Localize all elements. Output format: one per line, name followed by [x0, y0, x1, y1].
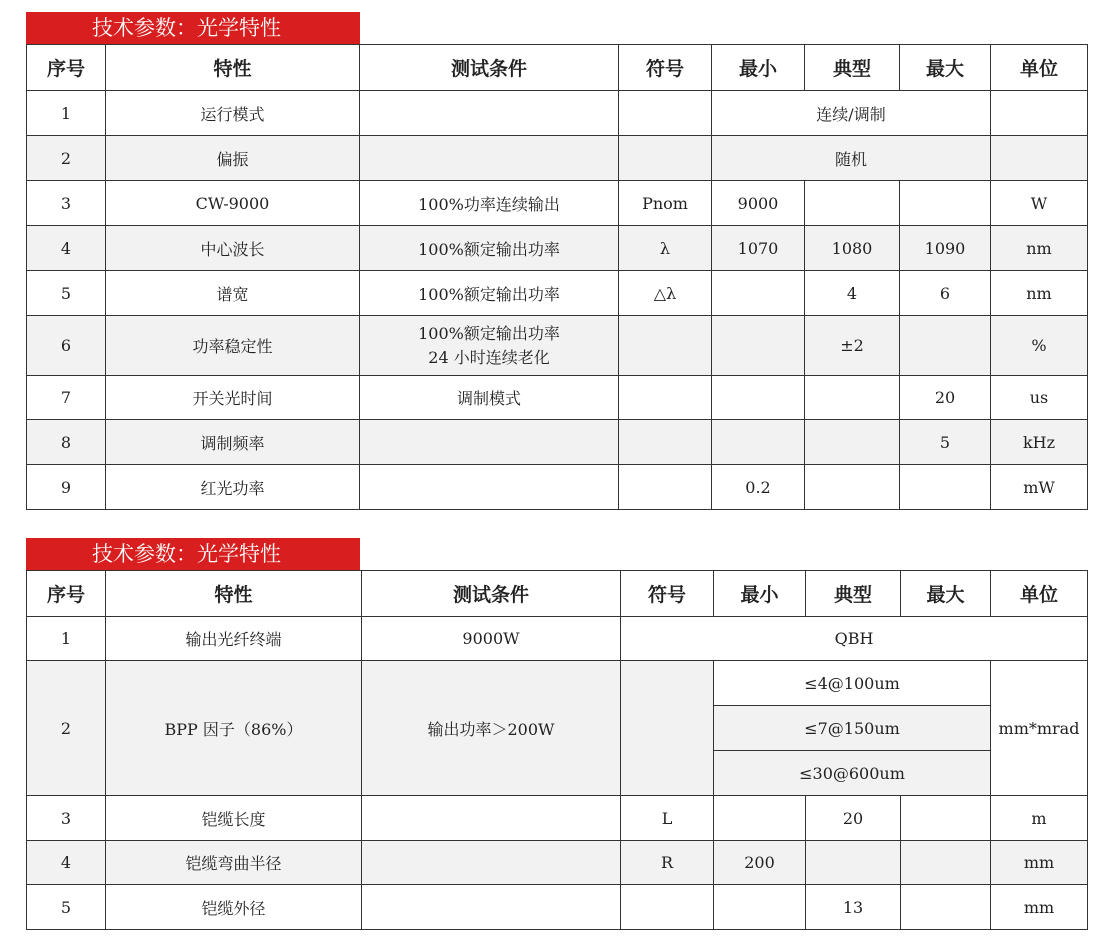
cell-typ: 13	[806, 885, 901, 930]
cell-unit: nm	[991, 226, 1088, 271]
header-symbol: 符号	[621, 571, 714, 617]
cell-unit: nm	[991, 271, 1088, 316]
table-header-row	[27, 571, 1088, 617]
cell-no: 8	[27, 420, 106, 465]
cell-no: 9	[27, 465, 106, 510]
header-typ: 典型	[805, 45, 900, 91]
cell-symbol: △λ	[619, 271, 712, 316]
cell-unit: %	[991, 316, 1088, 376]
condition-line-1: 100%额定输出功率	[418, 323, 560, 343]
cell-unit: mm	[991, 885, 1088, 930]
bpp-value-2: ≤7@150um	[714, 706, 991, 751]
cell-condition	[360, 136, 619, 181]
cell-symbol	[619, 136, 712, 181]
cell-typ	[805, 376, 900, 420]
header-condition: 测试条件	[360, 45, 619, 91]
cell-unit: mm*mrad	[991, 661, 1088, 796]
cell-condition	[362, 796, 621, 841]
cell-no: 4	[27, 226, 106, 271]
cell-max	[900, 181, 991, 226]
cell-condition: 输出功率＞200W	[362, 661, 621, 796]
table-row	[27, 226, 1088, 271]
cell-typ	[805, 465, 900, 510]
table-row	[27, 136, 1088, 181]
cell-unit: kHz	[991, 420, 1088, 465]
table-row	[27, 91, 1088, 136]
table-row	[27, 376, 1088, 420]
cell-min: 9000	[712, 181, 805, 226]
cell-max	[901, 885, 991, 930]
cell-symbol: Pnom	[619, 181, 712, 226]
bpp-value-1: ≤4@100um	[714, 661, 991, 706]
cell-unit: W	[991, 181, 1088, 226]
table-row	[27, 885, 1088, 930]
cell-name: 铠缆外径	[106, 885, 362, 930]
cell-unit	[991, 91, 1088, 136]
cell-symbol	[619, 316, 712, 376]
section-title: 技术参数：光学特性	[26, 538, 360, 570]
cell-typ	[806, 841, 901, 885]
cell-min	[712, 420, 805, 465]
table-row	[27, 661, 1088, 706]
header-typ: 典型	[806, 571, 901, 617]
table-row	[27, 316, 1088, 376]
table-row	[27, 841, 1088, 885]
header-max: 最大	[901, 571, 991, 617]
cell-typ: ±2	[805, 316, 900, 376]
cell-unit: mW	[991, 465, 1088, 510]
header-min: 最小	[714, 571, 806, 617]
header-no: 序号	[27, 45, 106, 91]
cell-name: 调制频率	[106, 420, 360, 465]
cell-symbol	[619, 420, 712, 465]
cell-min: 200	[714, 841, 806, 885]
cell-condition	[360, 91, 619, 136]
cell-symbol: L	[621, 796, 714, 841]
cell-no: 3	[27, 796, 106, 841]
cell-no: 1	[27, 91, 106, 136]
header-unit: 单位	[991, 45, 1088, 91]
cell-condition	[360, 420, 619, 465]
table-row	[27, 617, 1088, 661]
table-row	[27, 181, 1088, 226]
cell-condition	[360, 465, 619, 510]
cell-name: 偏振	[106, 136, 360, 181]
table-row	[27, 271, 1088, 316]
table-row	[27, 465, 1088, 510]
cell-unit	[991, 136, 1088, 181]
cell-typ	[805, 181, 900, 226]
cell-name: CW-9000	[106, 181, 360, 226]
cell-typ: 20	[806, 796, 901, 841]
cell-condition	[362, 885, 621, 930]
cell-name: 输出光纤终端	[106, 617, 362, 661]
cell-min	[712, 271, 805, 316]
cell-condition: 100%功率连续输出	[360, 181, 619, 226]
cell-no: 6	[27, 316, 106, 376]
bpp-value-3: ≤30@600um	[714, 751, 991, 796]
cell-span-value: 连续/调制	[712, 91, 991, 136]
cell-symbol	[619, 91, 712, 136]
cell-symbol	[619, 376, 712, 420]
cell-no: 2	[27, 661, 106, 796]
header-condition: 测试条件	[362, 571, 621, 617]
cell-no: 4	[27, 841, 106, 885]
cell-symbol	[621, 661, 714, 796]
cell-condition: 100%额定输出功率	[360, 271, 619, 316]
cell-max: 20	[900, 376, 991, 420]
cell-name: 中心波长	[106, 226, 360, 271]
table-header-row	[27, 45, 1088, 91]
optical-spec-table	[26, 44, 1088, 510]
cell-max: 5	[900, 420, 991, 465]
header-name: 特性	[106, 571, 362, 617]
cell-unit: m	[991, 796, 1088, 841]
header-max: 最大	[900, 45, 991, 91]
cell-max	[901, 796, 991, 841]
section-title: 技术参数：光学特性	[26, 12, 360, 44]
cell-name: 红光功率	[106, 465, 360, 510]
cell-unit: mm	[991, 841, 1088, 885]
cell-condition: 9000W	[362, 617, 621, 661]
header-no: 序号	[27, 571, 106, 617]
cell-name: 铠缆长度	[106, 796, 362, 841]
cell-no: 7	[27, 376, 106, 420]
cell-typ	[805, 420, 900, 465]
cell-name: 功率稳定性	[106, 316, 360, 376]
fiber-spec-table	[26, 570, 1088, 930]
cell-no: 1	[27, 617, 106, 661]
cell-symbol: λ	[619, 226, 712, 271]
condition-line-2: 24 小时连续老化	[428, 347, 550, 367]
cell-max	[900, 465, 991, 510]
cell-name: BPP 因子（86%）	[106, 661, 362, 796]
table-row	[27, 796, 1088, 841]
header-unit: 单位	[991, 571, 1088, 617]
cell-unit: us	[991, 376, 1088, 420]
cell-min	[714, 885, 806, 930]
cell-condition	[360, 316, 619, 376]
header-name: 特性	[106, 45, 360, 91]
cell-typ: 1080	[805, 226, 900, 271]
cell-span-value: 随机	[712, 136, 991, 181]
cell-symbol	[621, 885, 714, 930]
cell-no: 3	[27, 181, 106, 226]
cell-no: 5	[27, 885, 106, 930]
table-row	[27, 420, 1088, 465]
cell-no: 5	[27, 271, 106, 316]
cell-min	[712, 376, 805, 420]
cell-max	[900, 316, 991, 376]
cell-typ: 4	[805, 271, 900, 316]
cell-symbol	[619, 465, 712, 510]
cell-condition: 100%额定输出功率	[360, 226, 619, 271]
cell-condition: 调制模式	[360, 376, 619, 420]
cell-condition	[362, 841, 621, 885]
cell-max: 1090	[900, 226, 991, 271]
header-min: 最小	[712, 45, 805, 91]
cell-min: 1070	[712, 226, 805, 271]
cell-name: 运行模式	[106, 91, 360, 136]
cell-name: 开关光时间	[106, 376, 360, 420]
cell-name: 谱宽	[106, 271, 360, 316]
cell-max: 6	[900, 271, 991, 316]
cell-no: 2	[27, 136, 106, 181]
cell-span-value: QBH	[621, 617, 1088, 661]
header-symbol: 符号	[619, 45, 712, 91]
cell-min	[712, 316, 805, 376]
cell-name: 铠缆弯曲半径	[106, 841, 362, 885]
cell-symbol: R	[621, 841, 714, 885]
cell-min: 0.2	[712, 465, 805, 510]
cell-min	[714, 796, 806, 841]
cell-max	[901, 841, 991, 885]
